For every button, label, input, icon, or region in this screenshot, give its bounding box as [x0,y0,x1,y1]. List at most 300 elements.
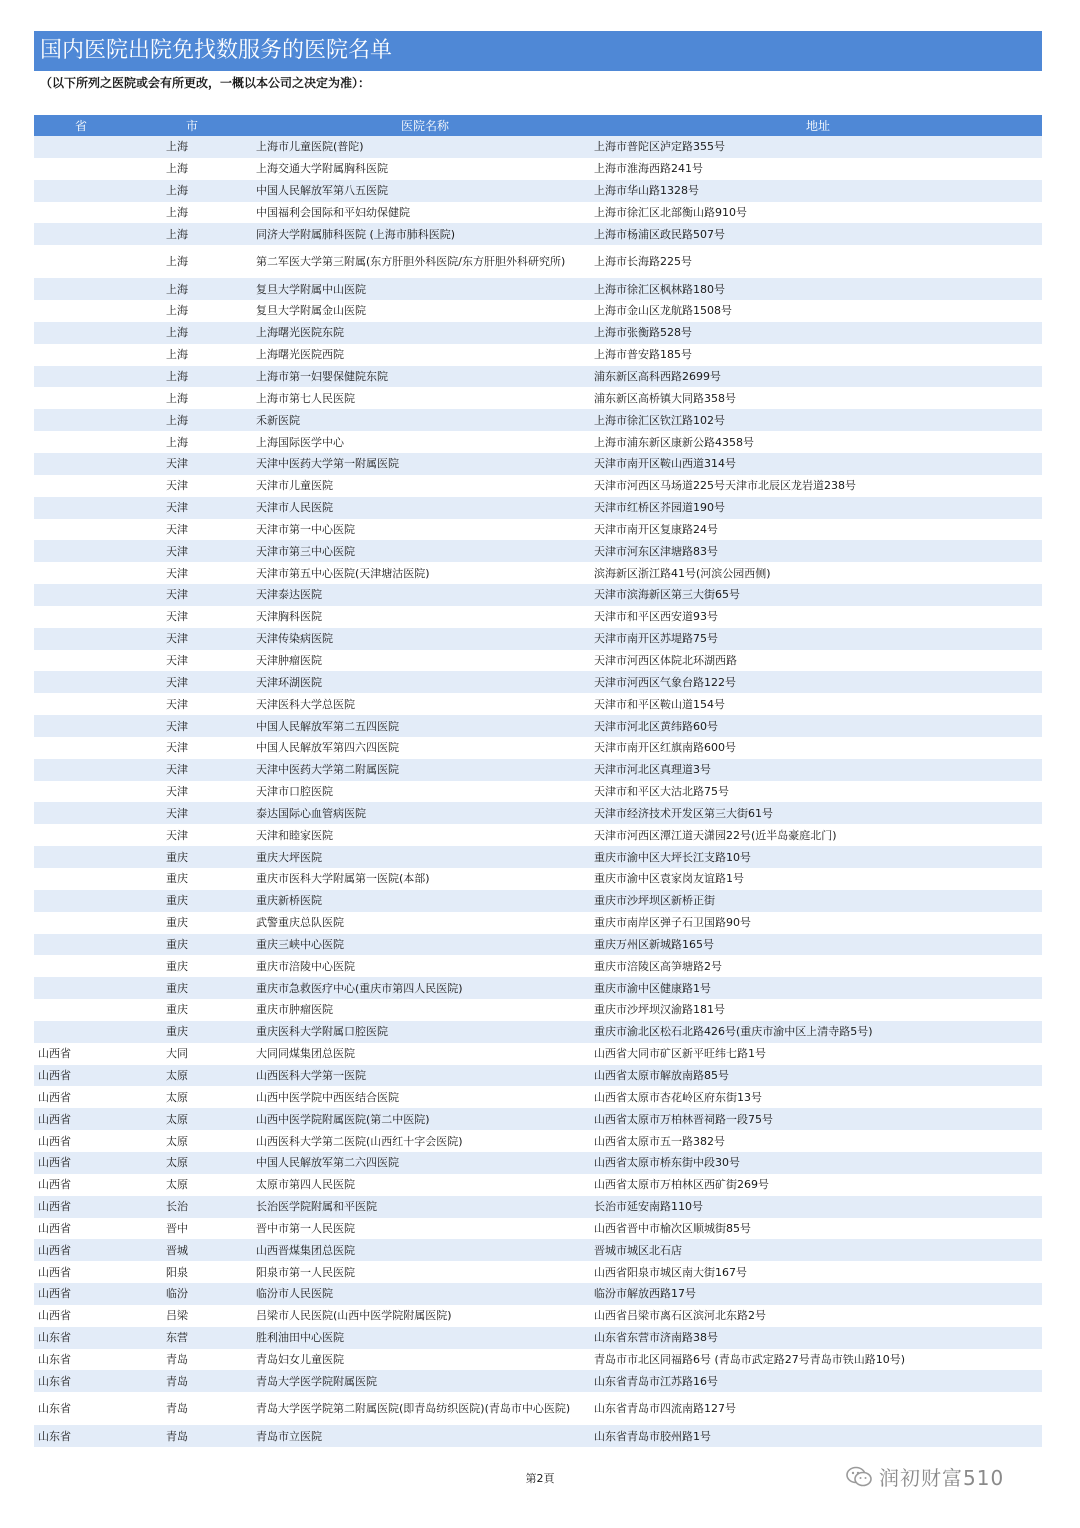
province-cell: 山西省 [34,1065,128,1087]
city-cell: 吕梁 [128,1305,256,1327]
address-cell: 天津市南开区红旗南路600号 [594,737,1042,759]
table-row [34,453,1042,475]
province-cell: 山西省 [34,1174,128,1196]
province-cell [34,802,128,824]
table-row [34,824,1042,846]
address-cell: 天津市和平区西安道93号 [594,606,1042,628]
page-number: 第2頁 [525,1472,555,1485]
province-cell [34,715,128,737]
address-cell: 重庆市南岸区弹子石卫国路90号 [594,912,1042,934]
header-city: 市 [128,115,256,136]
city-cell: 天津 [128,497,256,519]
province-cell [34,846,128,868]
table-row [34,300,1042,322]
hospital-name-cell: 吕梁市人民医院(山西中医学院附属医院) [256,1305,594,1327]
hospital-name-cell: 天津市儿童医院 [256,475,594,497]
address-cell: 青岛市市北区同福路6号 (青岛市武定路27号青岛市铁山路10号) [594,1349,1042,1371]
table-row [34,715,1042,737]
table-row [34,955,1042,977]
city-cell: 天津 [128,693,256,715]
hospital-name-cell: 长治医学院附属和平医院 [256,1196,594,1218]
province-cell [34,890,128,912]
address-cell: 上海市金山区龙航路1508号 [594,300,1042,322]
province-cell [34,781,128,803]
table-row [34,977,1042,999]
city-cell: 上海 [128,202,256,224]
table-row [34,322,1042,344]
hospital-name-cell: 天津市人民医院 [256,497,594,519]
hospital-name-cell: 上海市第一妇婴保健院东院 [256,366,594,388]
city-cell: 晋城 [128,1239,256,1261]
city-cell: 阳泉 [128,1261,256,1283]
city-cell: 天津 [128,781,256,803]
address-cell: 长治市延安南路110号 [594,1196,1042,1218]
hospital-name-cell: 太原市第四人民医院 [256,1174,594,1196]
hospital-name-cell: 大同同煤集团总医院 [256,1043,594,1065]
city-cell: 天津 [128,584,256,606]
city-cell: 青岛 [128,1392,256,1425]
city-cell: 青岛 [128,1425,256,1447]
address-cell: 天津市河北区黄纬路60号 [594,715,1042,737]
table-row [34,628,1042,650]
address-cell: 重庆市沙坪坝汉渝路181号 [594,999,1042,1021]
address-cell: 天津市河西区气象台路122号 [594,671,1042,693]
province-cell [34,824,128,846]
city-cell: 重庆 [128,868,256,890]
province-cell [34,366,128,388]
city-cell: 重庆 [128,977,256,999]
hospital-name-cell: 青岛市立医院 [256,1425,594,1447]
province-cell: 山东省 [34,1425,128,1447]
hospital-name-cell: 天津市第一中心医院 [256,519,594,541]
hospital-name-cell: 天津肿瘤医院 [256,650,594,672]
hospital-name-cell: 中国人民解放军第八五医院 [256,180,594,202]
hospital-name-cell: 青岛大学医学院第二附属医院(即青岛纺织医院)(青岛市中心医院) [256,1392,594,1425]
city-cell: 重庆 [128,846,256,868]
city-cell: 天津 [128,606,256,628]
province-cell [34,322,128,344]
city-cell: 天津 [128,671,256,693]
table-row [34,584,1042,606]
province-cell [34,584,128,606]
table-row [34,650,1042,672]
table-row [34,1130,1042,1152]
province-cell [34,606,128,628]
city-cell: 上海 [128,136,256,158]
province-cell [34,519,128,541]
city-cell: 天津 [128,628,256,650]
address-cell: 上海市普安路185号 [594,344,1042,366]
address-cell: 山西省太原市桥东街中段30号 [594,1152,1042,1174]
hospital-name-cell: 天津中医药大学第二附属医院 [256,759,594,781]
table-row [34,540,1042,562]
province-cell [34,540,128,562]
address-cell: 临汾市解放西路17号 [594,1283,1042,1305]
table-body [34,136,1042,1447]
province-cell [34,245,128,278]
province-cell [34,1021,128,1043]
address-cell: 天津市南开区鞍山西道314号 [594,453,1042,475]
city-cell: 临汾 [128,1283,256,1305]
province-cell [34,344,128,366]
city-cell: 天津 [128,824,256,846]
table-row [34,1283,1042,1305]
table-row [34,606,1042,628]
city-cell: 天津 [128,475,256,497]
province-cell: 山西省 [34,1130,128,1152]
city-cell: 天津 [128,453,256,475]
address-cell: 重庆市渝中区袁家岗友谊路1号 [594,868,1042,890]
province-cell [34,300,128,322]
province-cell [34,223,128,245]
address-cell: 天津市和平区鞍山道154号 [594,693,1042,715]
hospital-name-cell: 天津泰达医院 [256,584,594,606]
province-cell [34,934,128,956]
province-cell: 山东省 [34,1370,128,1392]
hospital-name-cell: 天津市第三中心医院 [256,540,594,562]
city-cell: 重庆 [128,890,256,912]
table-row [34,934,1042,956]
address-cell: 浦东新区高桥镇大同路358号 [594,387,1042,409]
address-cell: 山东省青岛市江苏路16号 [594,1370,1042,1392]
province-cell [34,497,128,519]
city-cell: 晋中 [128,1218,256,1240]
address-cell: 上海市长海路225号 [594,245,1042,278]
province-cell [34,202,128,224]
table-row [34,890,1042,912]
city-cell: 重庆 [128,1021,256,1043]
hospital-name-cell: 重庆市肿瘤医院 [256,999,594,1021]
province-cell: 山西省 [34,1152,128,1174]
table-row [34,737,1042,759]
table-row [34,136,1042,158]
address-cell: 天津市河西区马场道225号天津市北辰区龙岩道238号 [594,475,1042,497]
address-cell: 重庆市渝中区健康路1号 [594,977,1042,999]
hospital-name-cell: 第二军医大学第三附属(东方肝胆外科医院/东方肝胆外科研究所) [256,245,594,278]
province-cell [34,180,128,202]
hospital-name-cell: 中国人民解放军第四六四医院 [256,737,594,759]
city-cell: 上海 [128,344,256,366]
table-row [34,1086,1042,1108]
province-cell [34,409,128,431]
address-cell: 晋城市城区北石店 [594,1239,1042,1261]
address-cell: 上海市徐汇区钦江路102号 [594,409,1042,431]
table-row [34,1174,1042,1196]
table-row [34,562,1042,584]
table-row [34,1261,1042,1283]
table-row [34,868,1042,890]
province-cell: 山东省 [34,1349,128,1371]
hospital-name-cell: 上海交通大学附属胸科医院 [256,158,594,180]
header-hospital-name: 医院名称 [256,115,594,136]
province-cell: 山东省 [34,1392,128,1425]
table-row [34,202,1042,224]
address-cell: 山东省青岛市四流南路127号 [594,1392,1042,1425]
hospital-name-cell: 胜利油田中心医院 [256,1327,594,1349]
city-cell: 太原 [128,1086,256,1108]
province-cell: 山西省 [34,1086,128,1108]
province-cell: 山西省 [34,1043,128,1065]
table-row [34,1043,1042,1065]
table-row [34,223,1042,245]
hospital-name-cell: 天津环湖医院 [256,671,594,693]
address-cell: 上海市淮海西路241号 [594,158,1042,180]
hospital-name-cell: 临汾市人民医院 [256,1283,594,1305]
table-row [34,999,1042,1021]
watermark-text: 润初财富510 [879,1466,1005,1490]
table-row [34,519,1042,541]
address-cell: 重庆市沙坪坝区新桥正街 [594,890,1042,912]
address-cell: 天津市红桥区芥园道190号 [594,497,1042,519]
city-cell: 天津 [128,737,256,759]
address-cell: 上海市华山路1328号 [594,180,1042,202]
table-row [34,1305,1042,1327]
hospital-name-cell: 天津医科大学总医院 [256,693,594,715]
hospital-name-cell: 山西中医学院中西医结合医院 [256,1086,594,1108]
province-cell: 山西省 [34,1239,128,1261]
address-cell: 山西省太原市五一路382号 [594,1130,1042,1152]
header-address: 地址 [594,115,1042,136]
city-cell: 太原 [128,1152,256,1174]
hospital-name-cell: 天津和睦家医院 [256,824,594,846]
table-row [34,759,1042,781]
province-cell: 山西省 [34,1305,128,1327]
address-cell: 上海市普陀区泸定路355号 [594,136,1042,158]
city-cell: 重庆 [128,912,256,934]
hospital-name-cell: 天津胸科医院 [256,606,594,628]
table-row [34,387,1042,409]
table-row [34,1152,1042,1174]
city-cell: 上海 [128,158,256,180]
hospital-table [34,115,1042,1447]
hospital-name-cell: 山西晋煤集团总医院 [256,1239,594,1261]
city-cell: 上海 [128,322,256,344]
hospital-name-cell: 泰达国际心血管病医院 [256,802,594,824]
hospital-name-cell: 青岛妇女儿童医院 [256,1349,594,1371]
table-row [34,180,1042,202]
province-cell [34,955,128,977]
table-row [34,475,1042,497]
hospital-name-cell: 山西中医学院附属医院(第二中医院) [256,1108,594,1130]
table-row [34,1370,1042,1392]
hospital-name-cell: 重庆市急救医疗中心(重庆市第四人民医院) [256,977,594,999]
address-cell: 天津市和平区大沽北路75号 [594,781,1042,803]
city-cell: 天津 [128,540,256,562]
address-cell: 上海市徐汇区北部衡山路910号 [594,202,1042,224]
address-cell: 上海市浦东新区康新公路4358号 [594,431,1042,453]
hospital-name-cell: 山西医科大学第二医院(山西红十字会医院) [256,1130,594,1152]
province-cell [34,759,128,781]
hospital-name-cell: 天津市口腔医院 [256,781,594,803]
province-cell [34,431,128,453]
table-row [34,344,1042,366]
page-title: 国内医院出院免找数服务的医院名单 [34,31,1042,71]
city-cell: 上海 [128,366,256,388]
table-row [34,671,1042,693]
province-cell [34,737,128,759]
province-cell [34,999,128,1021]
table-row [34,693,1042,715]
hospital-name-cell: 中国福利会国际和平妇幼保健院 [256,202,594,224]
hospital-name-cell: 天津传染病医院 [256,628,594,650]
hospital-name-cell: 武警重庆总队医院 [256,912,594,934]
table-header-row [34,115,1042,136]
city-cell: 上海 [128,180,256,202]
table-row [34,158,1042,180]
province-cell [34,671,128,693]
address-cell: 天津市滨海新区第三大街65号 [594,584,1042,606]
province-cell: 山东省 [34,1327,128,1349]
hospital-name-cell: 重庆大坪医院 [256,846,594,868]
address-cell: 山西省吕梁市离石区滨河北东路2号 [594,1305,1042,1327]
table-row [34,1108,1042,1130]
city-cell: 上海 [128,245,256,278]
hospital-name-cell: 上海曙光医院西院 [256,344,594,366]
city-cell: 天津 [128,802,256,824]
table-row [34,245,1042,278]
city-cell: 重庆 [128,955,256,977]
table-row [34,366,1042,388]
hospital-name-cell: 复旦大学附属金山医院 [256,300,594,322]
city-cell: 太原 [128,1065,256,1087]
table-row [34,802,1042,824]
city-cell: 上海 [128,387,256,409]
address-cell: 山西省太原市万柏林区西矿街269号 [594,1174,1042,1196]
city-cell: 天津 [128,715,256,737]
header-province: 省 [34,115,128,136]
city-cell: 太原 [128,1174,256,1196]
hospital-name-cell: 同济大学附属肺科医院 (上海市肺科医院) [256,223,594,245]
hospital-name-cell: 中国人民解放军第二六四医院 [256,1152,594,1174]
city-cell: 上海 [128,223,256,245]
hospital-name-cell: 上海国际医学中心 [256,431,594,453]
address-cell: 山西省太原市万柏林晋祠路一段75号 [594,1108,1042,1130]
province-cell [34,562,128,584]
table-row [34,1021,1042,1043]
table-row [34,1425,1042,1447]
address-cell: 天津市经济技术开发区第三大街61号 [594,802,1042,824]
address-cell: 浦东新区高科西路2699号 [594,366,1042,388]
table-row [34,1239,1042,1261]
province-cell: 山西省 [34,1283,128,1305]
hospital-name-cell: 天津中医药大学第一附属医院 [256,453,594,475]
city-cell: 天津 [128,650,256,672]
address-cell: 天津市南开区苏堤路75号 [594,628,1042,650]
address-cell: 天津市河北区真理道3号 [594,759,1042,781]
address-cell: 滨海新区浙江路41号(河滨公园西侧) [594,562,1042,584]
hospital-name-cell: 上海曙光医院东院 [256,322,594,344]
watermark [845,1462,1004,1491]
province-cell [34,650,128,672]
province-cell [34,912,128,934]
address-cell: 上海市徐汇区枫林路180号 [594,278,1042,300]
city-cell: 大同 [128,1043,256,1065]
hospital-name-cell: 晋中市第一人民医院 [256,1218,594,1240]
province-cell: 山西省 [34,1108,128,1130]
province-cell: 山西省 [34,1261,128,1283]
address-cell: 山东省东营市济南路38号 [594,1327,1042,1349]
hospital-name-cell: 上海市儿童医院(普陀) [256,136,594,158]
city-cell: 天津 [128,562,256,584]
address-cell: 山西省太原市杏花岭区府东街13号 [594,1086,1042,1108]
address-cell: 重庆市涪陵区高笋塘路2号 [594,955,1042,977]
hospital-name-cell: 重庆新桥医院 [256,890,594,912]
province-cell [34,387,128,409]
hospital-name-cell: 复旦大学附属中山医院 [256,278,594,300]
city-cell: 天津 [128,759,256,781]
table-row [34,1349,1042,1371]
table-row [34,278,1042,300]
address-cell: 重庆市渝北区松石北路426号(重庆市渝中区上清寺路5号) [594,1021,1042,1043]
disclaimer-note: （以下所列之医院或会有所更改，一概以本公司之决定为准）： [40,76,371,90]
address-cell: 天津市河西区潭江道天潇园22号(近半岛豪庭北门) [594,824,1042,846]
city-cell: 太原 [128,1130,256,1152]
table-row [34,912,1042,934]
province-cell [34,475,128,497]
address-cell: 重庆万州区新城路165号 [594,934,1042,956]
city-cell: 青岛 [128,1349,256,1371]
address-cell: 天津市河东区津塘路83号 [594,540,1042,562]
address-cell: 山西省阳泉市城区南大街167号 [594,1261,1042,1283]
province-cell [34,977,128,999]
province-cell: 山西省 [34,1218,128,1240]
province-cell [34,868,128,890]
hospital-name-cell: 上海市第七人民医院 [256,387,594,409]
city-cell: 天津 [128,519,256,541]
city-cell: 上海 [128,300,256,322]
table-row [34,1218,1042,1240]
table-row [34,409,1042,431]
city-cell: 上海 [128,431,256,453]
province-cell [34,278,128,300]
hospital-name-cell: 重庆医科大学附属口腔医院 [256,1021,594,1043]
hospital-name-cell: 山西医科大学第一医院 [256,1065,594,1087]
table-row [34,846,1042,868]
address-cell: 上海市杨浦区政民路507号 [594,223,1042,245]
table-row [34,1065,1042,1087]
table-row [34,1327,1042,1349]
hospital-name-cell: 重庆三峡中心医院 [256,934,594,956]
hospital-name-cell: 中国人民解放军第二五四医院 [256,715,594,737]
province-cell [34,693,128,715]
address-cell: 天津市河西区体院北环湖西路 [594,650,1042,672]
address-cell: 天津市南开区复康路24号 [594,519,1042,541]
city-cell: 重庆 [128,999,256,1021]
hospital-name-cell: 阳泉市第一人民医院 [256,1261,594,1283]
hospital-name-cell: 禾新医院 [256,409,594,431]
address-cell: 上海市张衡路528号 [594,322,1042,344]
province-cell [34,453,128,475]
table-row [34,431,1042,453]
city-cell: 重庆 [128,934,256,956]
address-cell: 重庆市渝中区大坪长江支路10号 [594,846,1042,868]
city-cell: 东营 [128,1327,256,1349]
hospital-name-cell: 重庆市医科大学附属第一医院(本部) [256,868,594,890]
province-cell [34,628,128,650]
province-cell [34,158,128,180]
province-cell [34,136,128,158]
city-cell: 青岛 [128,1370,256,1392]
address-cell: 山西省晋中市榆次区顺城街85号 [594,1218,1042,1240]
address-cell: 山西省太原市解放南路85号 [594,1065,1042,1087]
hospital-name-cell: 重庆市涪陵中心医院 [256,955,594,977]
city-cell: 上海 [128,278,256,300]
address-cell: 山东省青岛市胶州路1号 [594,1425,1042,1447]
table-row [34,497,1042,519]
table-row [34,781,1042,803]
city-cell: 太原 [128,1108,256,1130]
hospital-name-cell: 天津市第五中心医院(天津塘沽医院) [256,562,594,584]
